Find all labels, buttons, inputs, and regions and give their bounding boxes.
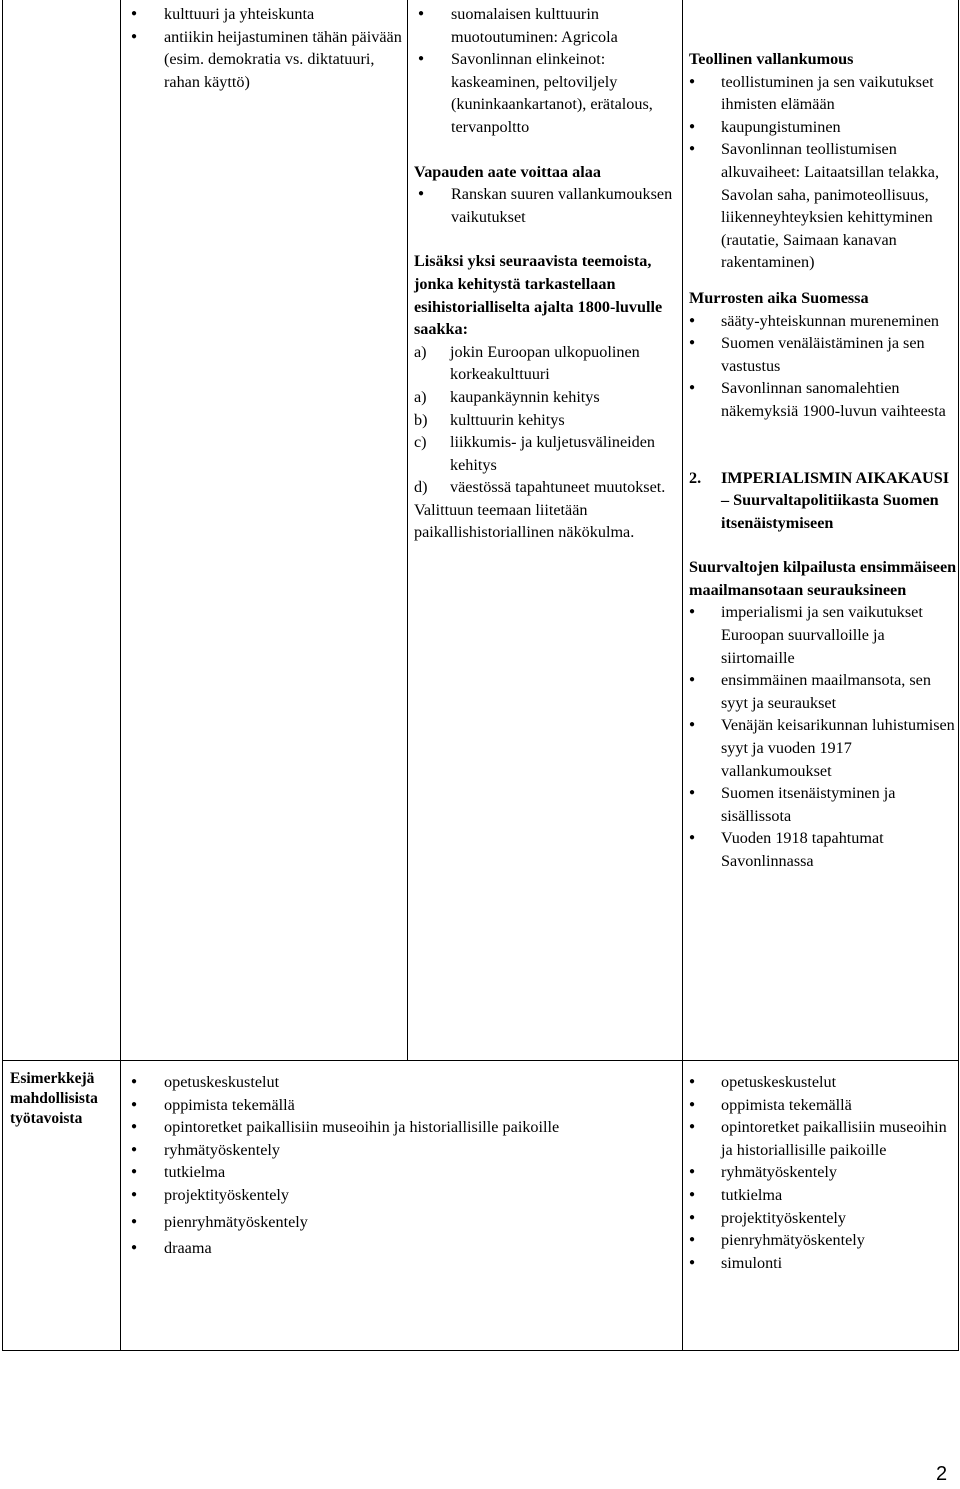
list-item: ● suomalaisen kulttuurin muotoutuminen: Agricola bbox=[408, 3, 682, 48]
list-item: ● Suomen itsenäistyminen ja sisällissota bbox=[683, 782, 958, 827]
methods-right-cell bbox=[683, 1061, 959, 1351]
list-item: ● Venäjän keisarikunnan luhistumisen syyt ja vuoden 1917 vallankumoukset bbox=[683, 714, 958, 782]
heading-theme: Lisäksi yksi seuraavista teemoista, jonka kehitystä tarkastellaan esihistorialliselta ajalta 1800-luvulle saakka: bbox=[414, 252, 663, 339]
col3-rivalry-bullets bbox=[683, 601, 958, 872]
theme-option: a) jokin Euroopan ulkopuolinen korkeakulttuuri bbox=[414, 342, 640, 384]
list-item: ● pienryhmätyöskentely bbox=[121, 1211, 682, 1234]
col2-freedom-bullets bbox=[408, 183, 682, 228]
list-item: ● ensimmäinen maailmansota, sen syyt ja seuraukset bbox=[683, 669, 958, 714]
section-heading bbox=[683, 467, 958, 535]
list-item: ● Savonlinnan sanomalehtien näkemyksiä 1900-luvun vaihteesta bbox=[683, 377, 958, 422]
theme-option: b) kulttuurin kehitys bbox=[414, 410, 565, 429]
list-item: ● imperialismi ja sen vaikutukset Euroopan suurvalloille ja siirtomaille bbox=[683, 601, 958, 669]
list-item: ● ryhmätyöskentely bbox=[683, 1161, 958, 1184]
list-item: ● oppimista tekemällä bbox=[683, 1094, 958, 1117]
col2-top-bullets bbox=[408, 3, 682, 139]
heading-freedom: Vapauden aate voittaa alaa bbox=[414, 162, 601, 181]
list-item: ● projektityöskentely bbox=[121, 1184, 682, 1207]
list-item: ● simulonti bbox=[683, 1252, 958, 1275]
list-item: ● Savonlinnan elinkeinot: kaskeaminen, peltoviljely (kuninkaankartanot), erätalous, tervanpoltto bbox=[408, 48, 682, 138]
theme-option: c) liikkumis- ja kuljetusvälineiden kehitys bbox=[414, 433, 656, 474]
theme-option: d) väestössä tapahtuneet muutokset. bbox=[414, 478, 666, 497]
methods-row bbox=[3, 1061, 959, 1351]
col3-upheaval-bullets bbox=[683, 310, 958, 423]
list-item: ● ryhmätyöskentely bbox=[121, 1139, 682, 1162]
page-number: 2 bbox=[936, 1463, 948, 1485]
list-item: ● opintoretket paikallisiin museoihin ja historiallisille paikoille bbox=[683, 1116, 958, 1161]
list-item: ● Savonlinnan teollistumisen alkuvaiheet: Laitaatsillan telakka, Savolan saha, panimoteollisuus, liikenneyhteyksien kehittyminen (rautatie, Saimaan kanavan rakentaminen) bbox=[683, 138, 958, 274]
col3-industrial-bullets bbox=[683, 71, 958, 274]
label-cell-empty bbox=[3, 0, 121, 1061]
list-item: ● pienryhmätyöskentely bbox=[683, 1229, 958, 1252]
col1-bullet-list bbox=[121, 3, 407, 93]
content-row bbox=[3, 0, 959, 1061]
column-2-cell bbox=[408, 0, 683, 1061]
column-1-cell bbox=[121, 0, 408, 1061]
list-item: ● tutkielma bbox=[121, 1161, 682, 1184]
methods-left-cell bbox=[121, 1061, 683, 1351]
list-item: ● tutkielma bbox=[683, 1184, 958, 1207]
list-item: ● Vuoden 1918 tapahtumat Savonlinnassa bbox=[683, 827, 958, 872]
heading-upheaval: Murrosten aika Suomessa bbox=[689, 288, 869, 307]
methods-label-cell: Esimerkkejä mahdollisista työtavoista bbox=[3, 1061, 121, 1351]
list-item: ● opetuskeskustelut bbox=[683, 1071, 958, 1094]
list-item: ● draama bbox=[121, 1237, 682, 1260]
methods-left-list bbox=[121, 1071, 682, 1260]
methods-right-list bbox=[683, 1071, 958, 1274]
list-item-plain: ● kulttuuri ja yhteiskunta bbox=[121, 3, 407, 26]
list-item: ● Suomen venäläistäminen ja sen vastustus bbox=[683, 332, 958, 377]
heading-industrial: Teollinen vallankumous bbox=[689, 50, 854, 68]
list-item: ● sääty-yhteiskunnan mureneminen bbox=[683, 310, 958, 333]
list-item: ● kaupungistuminen bbox=[683, 116, 958, 139]
section-title: IMPERIALISMIN AIKAKAUSI – Suurvaltapolitiikasta Suomen itsenäistymiseen bbox=[721, 468, 950, 532]
theme-options-list bbox=[408, 341, 682, 499]
list-item: ● opintoretket paikallisiin museoihin ja historiallisille paikoille bbox=[121, 1116, 682, 1139]
closing-text: Valittuun teemaan liitetään paikallishistoriallinen näkökulma. bbox=[414, 500, 635, 542]
list-item: ● Ranskan suuren vallankumouksen vaikutukset bbox=[408, 183, 682, 228]
list-item: ● opetuskeskustelut bbox=[121, 1071, 682, 1094]
list-item: ● teollistuminen ja sen vaikutukset ihmisten elämään bbox=[683, 71, 958, 116]
theme-option: a) kaupankäynnin kehitys bbox=[414, 387, 600, 406]
heading-rivalry: Suurvaltojen kilpailusta ensimmäiseen maailmansotaan seurauksineen bbox=[689, 558, 957, 599]
list-item: ● antiikin heijastuminen tähän päivään (esim. demokratia vs. diktatuuri, rahan käyttö) bbox=[121, 26, 407, 94]
section-number: 2. bbox=[689, 468, 702, 487]
curriculum-table bbox=[2, 0, 959, 1351]
column-3-cell bbox=[683, 0, 959, 1061]
list-item: ● projektityöskentely bbox=[683, 1207, 958, 1230]
list-item: ● oppimista tekemällä bbox=[121, 1094, 682, 1117]
